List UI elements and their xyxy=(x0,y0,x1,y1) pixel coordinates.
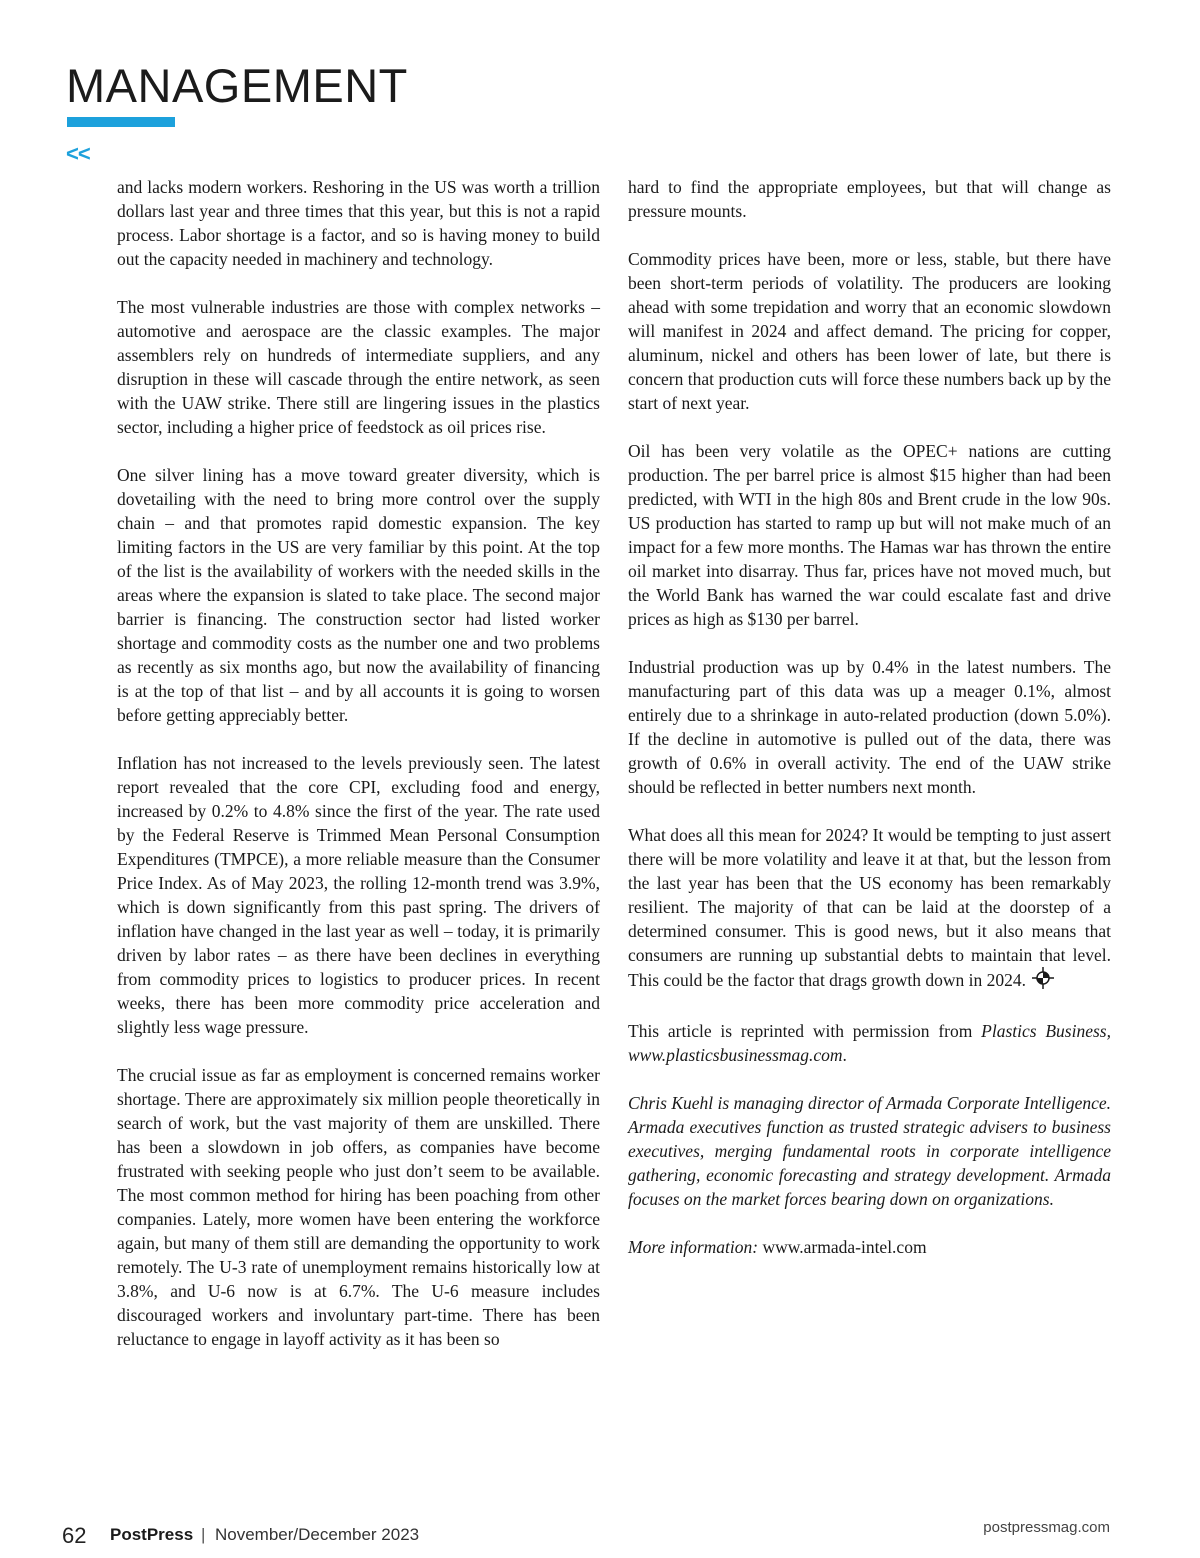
paragraph: Oil has been very volatile as the OPEC+ nations are cutting production. The per barrel price is almost $15 higher than had been predicted, with WTI in the high 80s and Brent crude in the low 90s. US production has started to ramp up but will not make much of an impact for a few more months. The Hamas war has thrown the entire oil market into disarray. Thus far, prices have not moved much, but the World Bank has warned the war could escalate fast and drive prices as high as $130 per barrel. xyxy=(628,441,1111,629)
paragraph: Commodity prices have been, more or less, stable, but there have been short-term periods of volatility. The producers are looking ahead with some trepidation and worry that an economic slowdown will manifest in 2024 and affect demand. The pricing for copper, aluminum, nickel and others has been lower of late, but there is concern that production cuts will force these numbers back up by the start of next year. xyxy=(628,249,1111,413)
paragraph: and lacks modern workers. Reshoring in the US was worth a trillion dollars last year and three times that this year, but this is not a rapid process. Labor shortage is a factor, and so is having money to build out the capacity needed in machinery and technology. xyxy=(117,177,600,269)
paragraph: Industrial production was up by 0.4% in the latest numbers. The manufacturing part of this data was up a meager 0.1%, almost entirely due to a shrinkage in auto-related production (down 5.0%). If the decline in automotive is pulled out of the data, there was growth of 0.6% in overall activity. The end of the UAW strike should be reflected in better numbers next month. xyxy=(628,657,1111,797)
issue-date: November/December 2023 xyxy=(215,1525,420,1544)
footer-separator: | xyxy=(201,1525,206,1544)
page-number: 62 xyxy=(62,1523,87,1548)
paragraph: The crucial issue as far as employment is concerned remains worker shortage. There are approximately six million people theoretically in search of work, but the vast majority of them are unskilled. There has been a slowdown in job offers, as companies have become frustrated with seeking people who just don’t seem to be available. The most common method for hiring has been poaching from other companies. Lately, more women have been entering the workforce again, but many of them still are demanding the opportunity to work remotely. The U-3 rate of unemployment remains historically low at 3.8%, and U-6 now is at 6.7%. The U-6 measure includes discouraged workers and involuntary part-time. There has been reluctance to engage in layoff activity as it has been so xyxy=(117,1065,600,1349)
closing-paragraph xyxy=(628,823,1111,995)
paragraph: hard to find the appropriate employees, but that will change as pressure mounts. xyxy=(628,177,1111,221)
title-accent-bar xyxy=(67,117,175,127)
crosshair-end-mark-icon xyxy=(1032,967,1054,995)
paragraph: Inflation has not increased to the levels previously seen. The latest report revealed that the core CPI, excluding food and energy, increased by 0.2% to 4.8% since the first of the year. The rate used by the Federal Reserve is Trimmed Mean Personal Consumption Expenditures (TMPCE), a more reliable measure than the Consumer Price Index. As of May 2023, the rolling 12-month trend was 3.9%, which is down significantly from this past spring. The drivers of inflation have changed in the last year as well – today, it is primarily driven by labor rates – as there have been declines in everything from commodity prices to logistics to producer prices. In recent weeks, there has been more commodity price acceleration and slightly less wage pressure. xyxy=(117,753,600,1037)
closing-paragraph-text: What does all this mean for 2024? It would be tempting to just assert there will be more volatility and leave it at that, but the lesson from the last year has been that the US economy has been remarkably resilient. The majority of that can be laid at the doorstep of a determined consumer. This is good news, but it also means that consumers are running up substantial debts to maintain that level. This could be the factor that drags growth down in 2024. xyxy=(628,825,1111,990)
website-link[interactable]: postpressmag.com xyxy=(983,1519,1110,1536)
more-information-label: More information: xyxy=(628,1237,759,1257)
previous-page-link[interactable]: << xyxy=(66,141,90,166)
page-footer xyxy=(0,1515,1200,1555)
section-title: MANAGEMENT xyxy=(66,59,408,112)
more-information-link[interactable]: www.armada-intel.com xyxy=(762,1237,927,1257)
magazine-name: PostPress xyxy=(110,1525,194,1544)
more-information xyxy=(628,1235,1111,1259)
paragraph: The most vulnerable industries are those with complex networks – automotive and aerospace are the classic examples. The major assemblers rely on hundreds of intermediate suppliers, and any disruption in these will cascade through the entire network, as seen with the UAW strike. There still are lingering issues in the plastics sector, including a higher price of feedstock as oil prices rise. xyxy=(117,297,600,437)
reprint-note xyxy=(628,1019,1111,1067)
right-column xyxy=(628,175,1111,1259)
reprint-source: Plastics Business, www.plasticsbusinessmag.com xyxy=(628,1021,1111,1065)
author-bio xyxy=(628,1091,1111,1211)
left-column xyxy=(117,175,600,1351)
reprint-prefix: This article is reprinted with permission from xyxy=(628,1021,982,1041)
paragraph: One silver lining has a move toward greater diversity, which is dovetailing with the need to bring more control over the supply chain – and that promotes rapid domestic expansion. The key limiting factors in the US are very familiar by this point. At the top of the list is the availability of workers with the needed skills in the areas where the expansion is slated to take place. The second major barrier is financing. The construction sector had listed worker shortage and commodity costs as the number one and two problems as recently as six months ago, but now the availability of financing is at the top of that list – and by all accounts it is going to worsen before getting appreciably better. xyxy=(117,465,600,725)
reprint-suffix: . xyxy=(842,1045,847,1065)
author-bio-text: Chris Kuehl is managing director of Armada Corporate Intelligence. Armada executives function as trusted strategic advisers to business executives, merging fundamental roots in corporate intelligence gathering, economic forecasting and strategy development. Armada focuses on the market forces bearing down on organizations. xyxy=(628,1093,1111,1209)
